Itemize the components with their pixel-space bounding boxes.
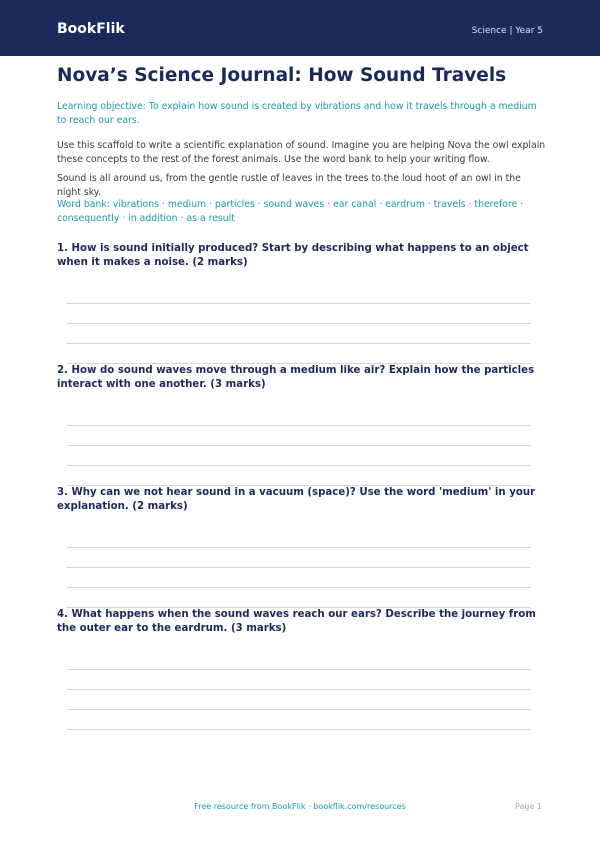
answer-line[interactable] xyxy=(67,323,531,324)
page-title: Nova’s Science Journal: How Sound Travels xyxy=(57,65,507,86)
page-number: Page 1 xyxy=(515,802,542,811)
answer-line[interactable] xyxy=(67,729,531,730)
answer-line[interactable] xyxy=(67,669,531,670)
answer-line[interactable] xyxy=(67,689,531,690)
answer-line[interactable] xyxy=(67,303,531,304)
answer-line[interactable] xyxy=(67,465,531,466)
question-3: 3. Why can we not hear sound in a vacuum (space)? Use the word 'medium' in your explanation. (2 marks) xyxy=(57,487,536,512)
top-banner xyxy=(0,0,600,56)
intro-paragraph: Use this scaffold to write a scientific explanation of sound. Imagine you are helping Nova the owl explain these concepts to the rest of the forest animals. Use the word bank to help your writing flow. xyxy=(57,140,546,165)
hook-sentence: Sound is all around us, from the gentle rustle of leaves in the trees to the loud hoot of an owl in the night sky. xyxy=(57,173,521,198)
learning-objective: Learning objective: To explain how sound is created by vibrations and how it travels through a medium to reach our ears. xyxy=(57,101,537,126)
answer-line[interactable] xyxy=(67,709,531,710)
answer-line[interactable] xyxy=(67,445,531,446)
answer-line[interactable] xyxy=(67,343,531,344)
answer-line[interactable] xyxy=(67,425,531,426)
question-4: 4. What happens when the sound waves reach our ears? Describe the journey from the outer ear to the eardrum. (3 marks) xyxy=(57,609,536,634)
answer-line[interactable] xyxy=(67,587,531,588)
question-2: 2. How do sound waves move through a medium like air? Explain how the particles interact with one another. (3 marks) xyxy=(57,365,535,390)
brand-logo[interactable]: BookFlik xyxy=(57,21,125,37)
footer-credit[interactable]: Free resource from BookFlik · bookflik.com/resources xyxy=(194,802,406,811)
answer-line[interactable] xyxy=(67,547,531,548)
answer-line[interactable] xyxy=(67,567,531,568)
subject-breadcrumb: Science | Year 5 xyxy=(471,26,543,36)
word-bank: Word bank: vibrations · medium · particles · sound waves · ear canal · eardrum · travels · therefore · consequently · in addition · as a result xyxy=(57,199,524,224)
question-1: 1. How is sound initially produced? Start by describing what happens to an object when it makes a noise. (2 marks) xyxy=(57,243,529,268)
